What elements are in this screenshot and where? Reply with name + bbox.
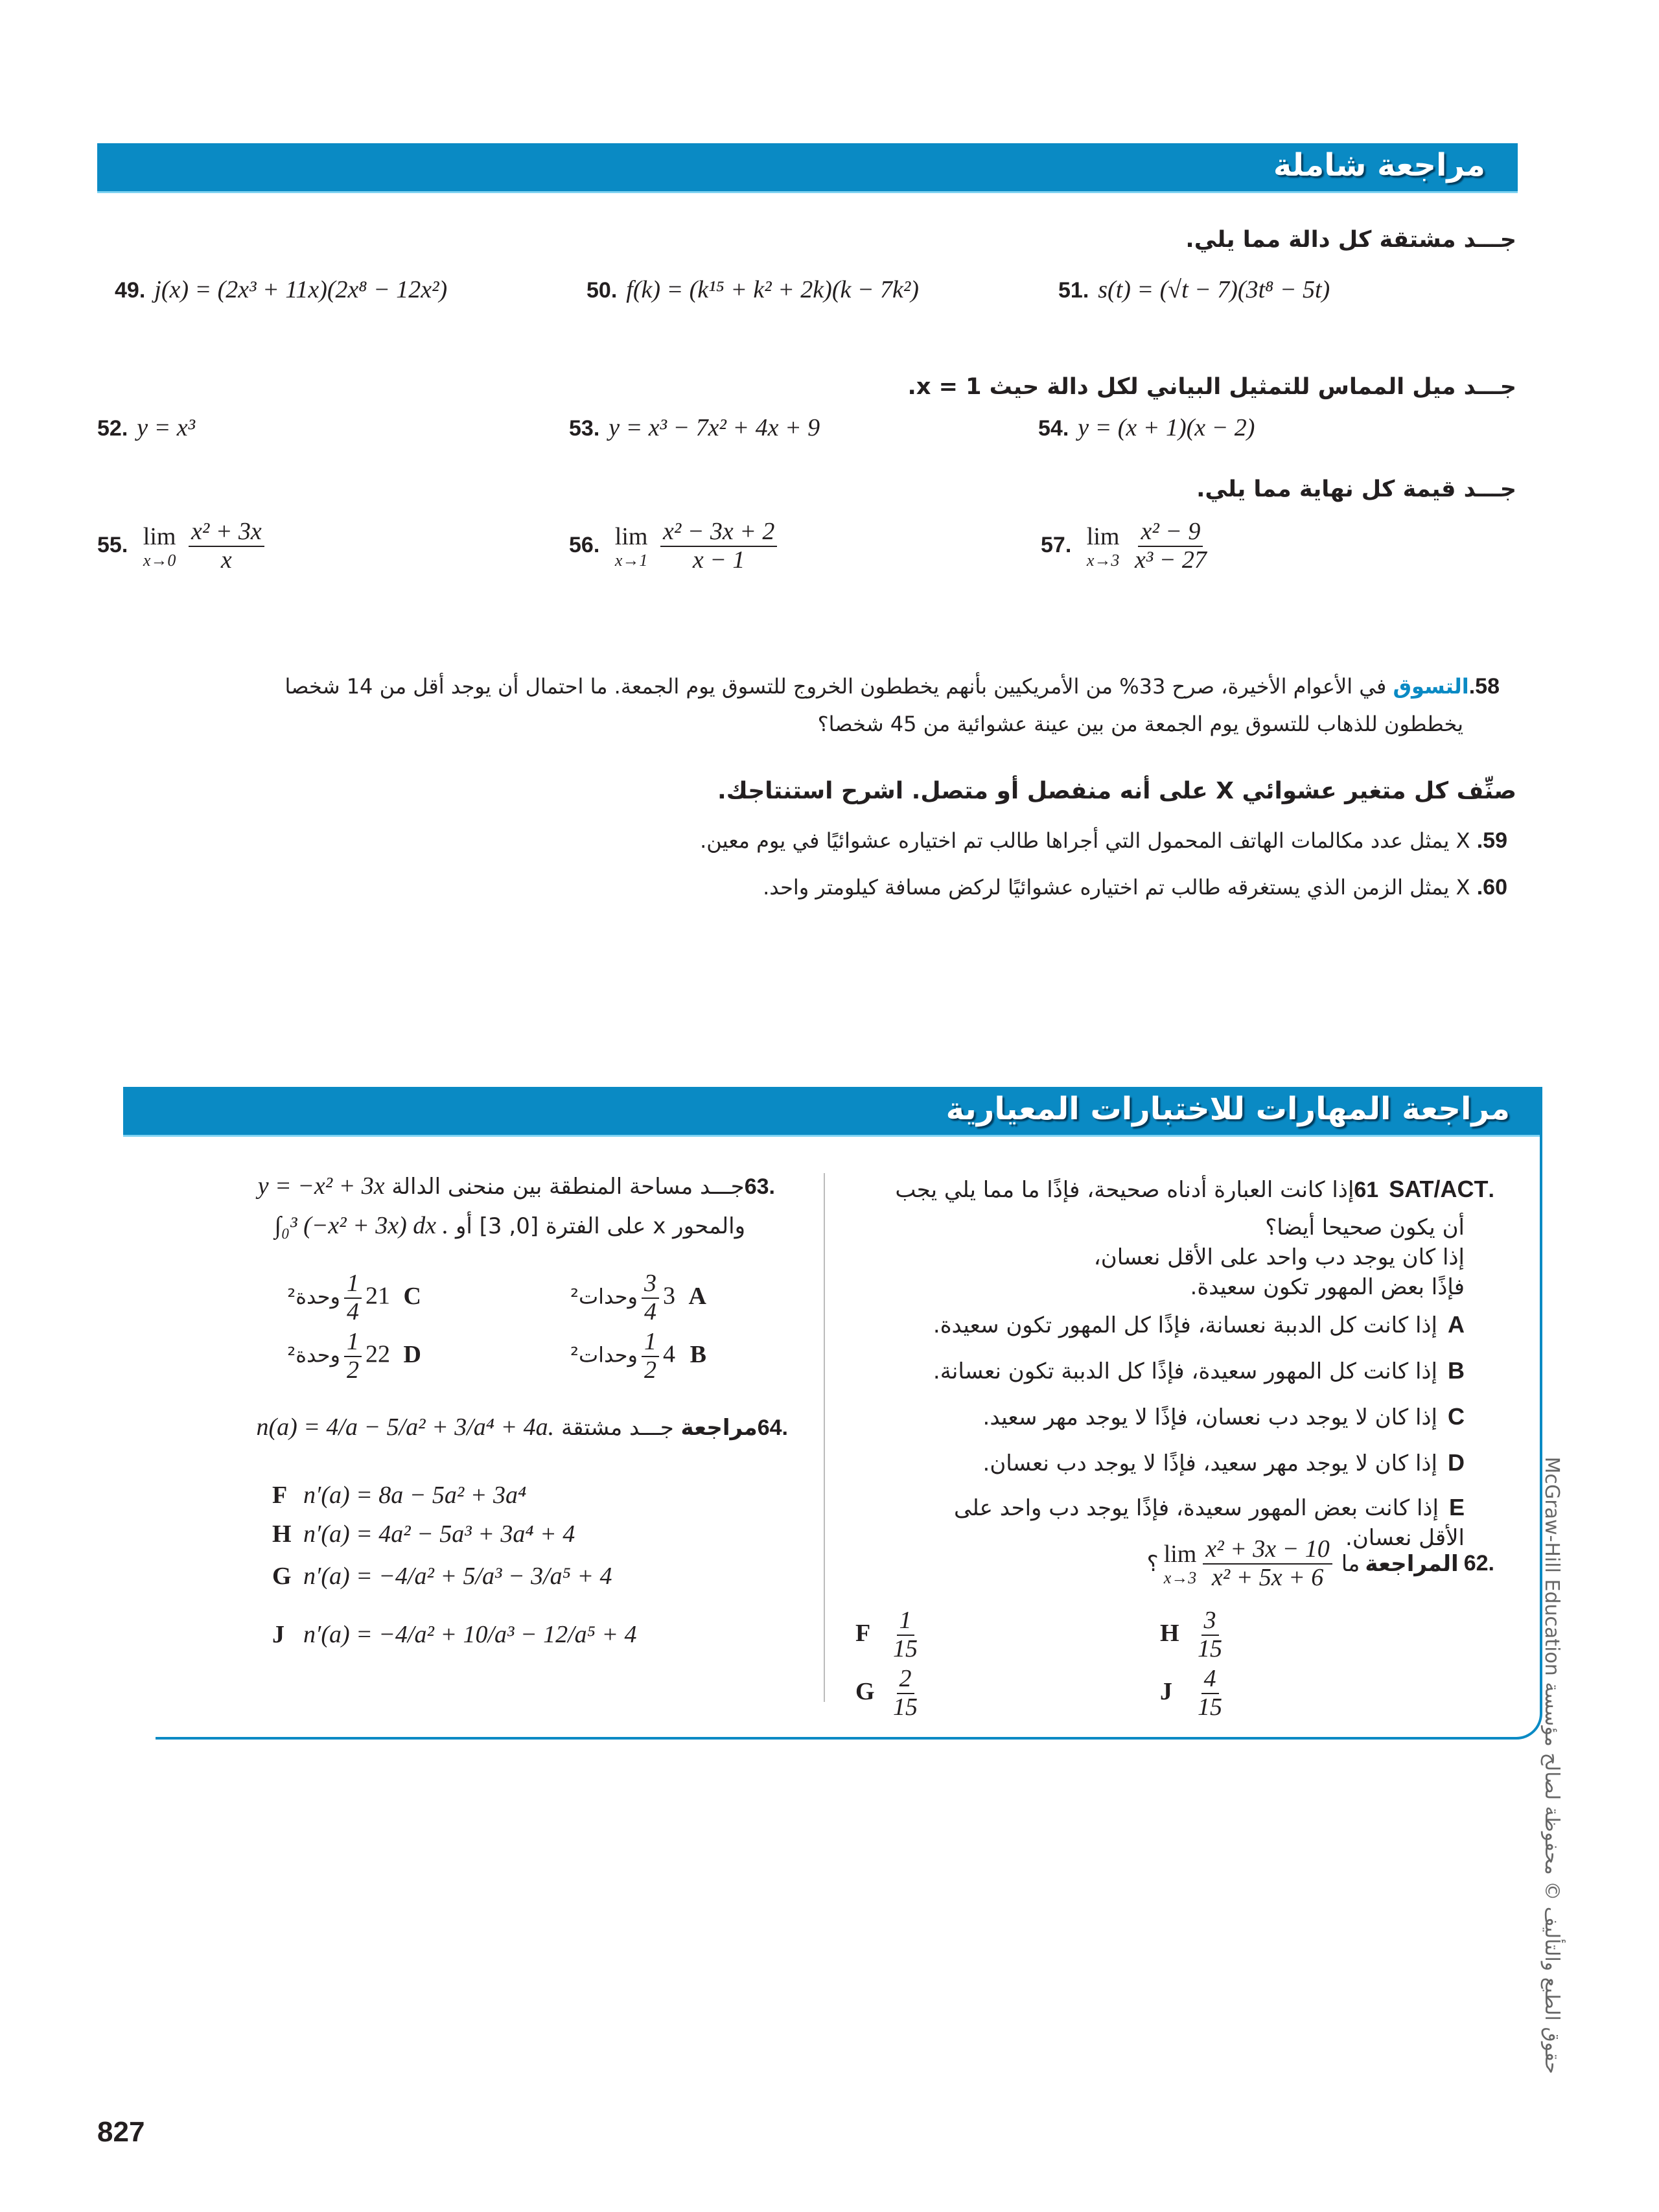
problem-61 <box>830 1167 1503 1553</box>
problem-57 <box>1041 518 1213 574</box>
numerator: 3 <box>1201 1607 1219 1636</box>
expression: y = x³ − 7x² + 4x + 9 <box>609 414 820 441</box>
problem-number: 55. <box>97 532 128 557</box>
problem-number: 53. <box>569 416 600 441</box>
denominator: 4 <box>347 1298 359 1325</box>
problem-number: 58. <box>1468 674 1500 699</box>
limit-operator <box>1087 522 1120 570</box>
heading-tangent-slope: جـــد ميل المماس للتمثيل البياني لكل دالة حيث x = 1. <box>907 374 1516 400</box>
problem-number: 57. <box>1041 532 1072 557</box>
problem-51 <box>1058 275 1330 304</box>
problem-text: X يمثل الزمن الذي يستغرقه طالب تم اختياره عشوائيًا لركض مسافة كيلومتر واحد. <box>763 875 1470 900</box>
lim-subscript: x→3 <box>1086 550 1120 570</box>
option-letter: C <box>1448 1403 1465 1430</box>
denominator: x − 1 <box>692 546 745 574</box>
option-letter: H <box>272 1520 292 1548</box>
expression: f(k) = (k¹⁵ + k² + 2k)(k − 7k²) <box>626 276 919 303</box>
option-expression: n′(a) = 8a − 5a² + 3a⁴ <box>303 1482 527 1509</box>
problem-58-line1 <box>214 668 1509 705</box>
fraction <box>890 1607 920 1663</box>
lim-text: lim <box>1086 522 1120 550</box>
problem-63 <box>258 1167 784 1246</box>
fraction <box>890 1666 920 1721</box>
option-letter: F <box>272 1482 288 1509</box>
column-divider <box>824 1173 825 1702</box>
problem-number: 51. <box>1058 278 1089 303</box>
denominator: 15 <box>1198 1635 1222 1662</box>
copyright-notice <box>1537 1426 1570 2074</box>
option-expression: n′(a) = −4/a² + 5/a³ − 3/a⁵ + 4 <box>303 1563 612 1590</box>
answer-option-b[interactable] <box>570 1329 706 1384</box>
option-letter: A <box>1448 1311 1465 1338</box>
option-letter: C <box>403 1282 421 1310</box>
option-letter: A <box>688 1282 706 1310</box>
section-title: مراجعة المهارات للاختبارات المعيارية <box>946 1091 1510 1127</box>
section-banner-comprehensive-review <box>97 143 1518 193</box>
lim-subscript: x→0 <box>143 550 176 570</box>
problem-text: ما <box>1341 1550 1360 1577</box>
problem-text: إذا كانت العبارة أدناه صحيحة، فإذًا ما مما يلي يجب <box>895 1177 1354 1203</box>
limit-operator <box>615 522 648 570</box>
answer-option-g[interactable] <box>855 1666 924 1721</box>
unit: وحدات² <box>570 1342 638 1368</box>
unit: وحدات² <box>570 1284 638 1309</box>
answer-option-j[interactable] <box>1160 1666 1229 1721</box>
problem-number: 54. <box>1038 416 1069 441</box>
expression: s(t) = (√t − 7)(3t⁸ − 5t) <box>1098 276 1330 303</box>
expression: y = x³ <box>137 414 196 441</box>
option-letter: D <box>1448 1449 1465 1476</box>
review-label: مراجعة <box>680 1415 758 1441</box>
fraction <box>344 1329 362 1384</box>
answer-option-d[interactable] <box>287 1329 421 1384</box>
problem-55 <box>97 518 268 574</box>
option-text: إذا كانت كل المهور سعيدة، فإذًا كل الدببة تكون نعسانة. <box>933 1358 1437 1384</box>
limit-operator <box>143 522 176 570</box>
problem-number: .61 <box>1354 1178 1494 1202</box>
expression: j(x) = (2x³ + 11x)(2x⁸ − 12x²) <box>154 276 448 303</box>
whole-number: 21 <box>365 1282 390 1310</box>
page-number: 827 <box>97 2116 145 2148</box>
sat-act-tag: SAT/ACT <box>1389 1176 1489 1202</box>
problem-58 <box>214 668 1509 743</box>
question-mark: ؟ <box>1146 1550 1159 1577</box>
problem-63-line1 <box>258 1167 784 1206</box>
fraction <box>1203 1536 1332 1592</box>
option-letter: B <box>690 1340 706 1368</box>
option-letter: J <box>1160 1677 1172 1705</box>
unit: وحدة² <box>287 1284 340 1309</box>
problem-60 <box>763 875 1516 900</box>
function-expression: n(a) = 4/a − 5/a² + 3/a⁴ + 4a. <box>256 1414 555 1441</box>
fraction <box>1195 1607 1225 1663</box>
answer-option-a[interactable] <box>570 1270 706 1326</box>
numerator: x² − 9 <box>1138 518 1203 547</box>
problem-50 <box>586 275 919 304</box>
numerator: 3 <box>642 1270 659 1299</box>
whole-number: 22 <box>365 1340 390 1368</box>
problem-64 <box>256 1413 797 1441</box>
problem-text-continued: يخططون للذهاب للتسوق يوم الجمعة من بين عينة عشوائية من 45 شخصا؟ <box>817 712 1463 736</box>
problem-text: والمحور x على الفترة [0, 3] أو <box>455 1213 745 1239</box>
answer-option-h[interactable] <box>1160 1607 1229 1663</box>
option-letter: J <box>272 1621 284 1648</box>
integral-expression: ∫₀³ (−x² + 3x) dx . <box>274 1212 449 1239</box>
problem-number: 60. <box>1476 875 1507 900</box>
fraction <box>642 1329 659 1384</box>
problem-number: 59. <box>1476 828 1507 853</box>
answer-option-c[interactable] <box>287 1270 421 1326</box>
whole-number: 4 <box>663 1340 675 1368</box>
denominator: 2 <box>347 1356 359 1384</box>
problem-text: في الأعوام الأخيرة، صرح 33% من الأمريكيين بأنهم يخططون الخروج للتسوق يوم الجمعة. ما احتمال أن يوجد أقل من 14 شخصا <box>284 674 1387 699</box>
option-expression: n′(a) = −4/a² + 10/a³ − 12/a⁵ + 4 <box>303 1621 637 1648</box>
problem-text: جـــد مساحة المنطقة بين منحنى الدالة <box>391 1174 745 1200</box>
fraction <box>1195 1666 1225 1721</box>
numerator: 1 <box>344 1270 362 1299</box>
limit-operator <box>1164 1540 1197 1588</box>
option-letter: D <box>403 1340 421 1368</box>
denominator: x <box>220 546 232 574</box>
denominator: 15 <box>893 1635 918 1662</box>
lim-text: lim <box>143 522 176 550</box>
answer-option-g[interactable] <box>272 1562 612 1590</box>
problem-number: 50. <box>586 278 618 303</box>
option-letter: G <box>272 1563 292 1590</box>
option-text: إذا كانت كل الدببة نعسانة، فإذًا كل المهور تكون سعيدة. <box>933 1312 1437 1338</box>
option-letter: G <box>855 1677 875 1705</box>
problem-62 <box>1147 1536 1503 1592</box>
fraction <box>189 518 264 574</box>
answer-option-a[interactable] <box>830 1302 1465 1348</box>
numerator: x² + 3x − 10 <box>1203 1536 1332 1565</box>
lim-text: lim <box>614 522 648 550</box>
answer-option-h[interactable] <box>272 1520 575 1548</box>
lim-text: lim <box>1163 1540 1197 1568</box>
option-letter: E <box>1448 1494 1465 1520</box>
function-expression: y = −x² + 3x <box>257 1172 385 1200</box>
problem-text: X يمثل عدد مكالمات الهاتف المحمول التي أجراها طالب تم اختياره عشوائيًا في يوم معين. <box>700 828 1470 853</box>
problem-number: .63 <box>744 1174 775 1199</box>
problem-text: فإذًا بعض المهور تكون سعيدة. <box>1190 1274 1465 1300</box>
lim-subscript: x→3 <box>1163 1568 1197 1587</box>
fraction <box>344 1270 362 1326</box>
problem-56 <box>569 518 781 574</box>
problem-54 <box>1038 413 1255 442</box>
problem-59 <box>700 828 1516 854</box>
denominator: 4 <box>644 1298 656 1325</box>
answer-option-b[interactable] <box>830 1348 1465 1394</box>
numerator: 2 <box>897 1666 914 1694</box>
option-letter: B <box>1448 1357 1465 1384</box>
lim-subscript: x→1 <box>614 550 648 570</box>
fraction <box>642 1270 659 1326</box>
heading-derivative: جـــد مشتقة كل دالة مما يلي. <box>1185 227 1516 253</box>
review-label: المراجعة <box>1365 1550 1459 1577</box>
denominator: x³ − 27 <box>1134 546 1207 574</box>
heading-classify: صنِّف كل متغير عشوائي X على أنه منفصل أو متصل. اشرح استنتاجك. <box>717 778 1516 804</box>
denominator: 15 <box>1198 1693 1222 1721</box>
problem-text: جـــد مشتقة <box>561 1415 674 1441</box>
answer-option-c[interactable] <box>830 1394 1465 1440</box>
option-text: إذا كانت بعض المهور سعيدة، فإذًا يوجد دب واحد على الأقل نعسان. <box>954 1495 1465 1551</box>
option-letter: H <box>1160 1619 1179 1647</box>
problem-number: 49. <box>115 278 146 303</box>
section-title: مراجعة شاملة <box>1273 147 1485 183</box>
problem-number: .64 <box>757 1415 788 1440</box>
section-banner-standardized-test-review <box>123 1087 1542 1137</box>
problem-52 <box>97 413 195 442</box>
option-text: إذا كان لا يوجد مهر سعيد، فإذًا لا يوجد دب نعسان. <box>982 1450 1437 1476</box>
problem-63-line2 <box>258 1206 745 1246</box>
answer-option-f[interactable] <box>855 1607 924 1663</box>
numerator: 1 <box>344 1329 362 1357</box>
heading-limits: جـــد قيمة كل نهاية مما يلي. <box>1196 476 1516 502</box>
fraction <box>660 518 777 574</box>
denominator: 2 <box>644 1356 656 1384</box>
denominator: 15 <box>893 1693 918 1721</box>
denominator: x² + 5x + 6 <box>1211 1563 1324 1591</box>
problem-53 <box>569 413 820 442</box>
numerator: x² + 3x <box>189 518 264 547</box>
answer-option-j[interactable] <box>272 1620 637 1649</box>
topic-label: التسوق <box>1393 674 1469 699</box>
problem-49 <box>115 275 447 304</box>
expression: y = (x + 1)(x − 2) <box>1078 414 1255 441</box>
option-text: إذا كان لا يوجد دب نعسان، فإذًا لا يوجد مهر سعيد. <box>982 1404 1437 1430</box>
problem-number: 52. <box>97 416 128 441</box>
whole-number: 3 <box>663 1282 675 1310</box>
answer-option-f[interactable] <box>272 1481 526 1509</box>
numerator: 1 <box>642 1329 659 1357</box>
limit-expression <box>1164 1536 1336 1592</box>
answer-option-d[interactable] <box>830 1440 1465 1486</box>
option-letter: F <box>855 1619 871 1647</box>
problem-text: أن يكون صحيحا أيضا؟ <box>1265 1215 1465 1240</box>
numerator: 1 <box>897 1607 914 1636</box>
problem-61-stem <box>830 1167 1503 1213</box>
problem-number: 56. <box>569 532 600 557</box>
problem-number: .62 <box>1463 1551 1494 1576</box>
fraction <box>1132 518 1209 574</box>
option-expression: n′(a) = 4a² − 5a³ + 3a⁴ + 4 <box>303 1520 575 1548</box>
problem-text: إذا كان يوجد دب واحد على الأقل نعسان، <box>1093 1244 1465 1270</box>
numerator: x² − 3x + 2 <box>660 518 777 547</box>
unit: وحدة² <box>287 1342 340 1368</box>
numerator: 4 <box>1201 1666 1219 1694</box>
copyright-text: حقوق الطبع والتأليف © محفوظة لصالح مؤسسة McGraw-Hill Education <box>1540 1456 1563 2074</box>
